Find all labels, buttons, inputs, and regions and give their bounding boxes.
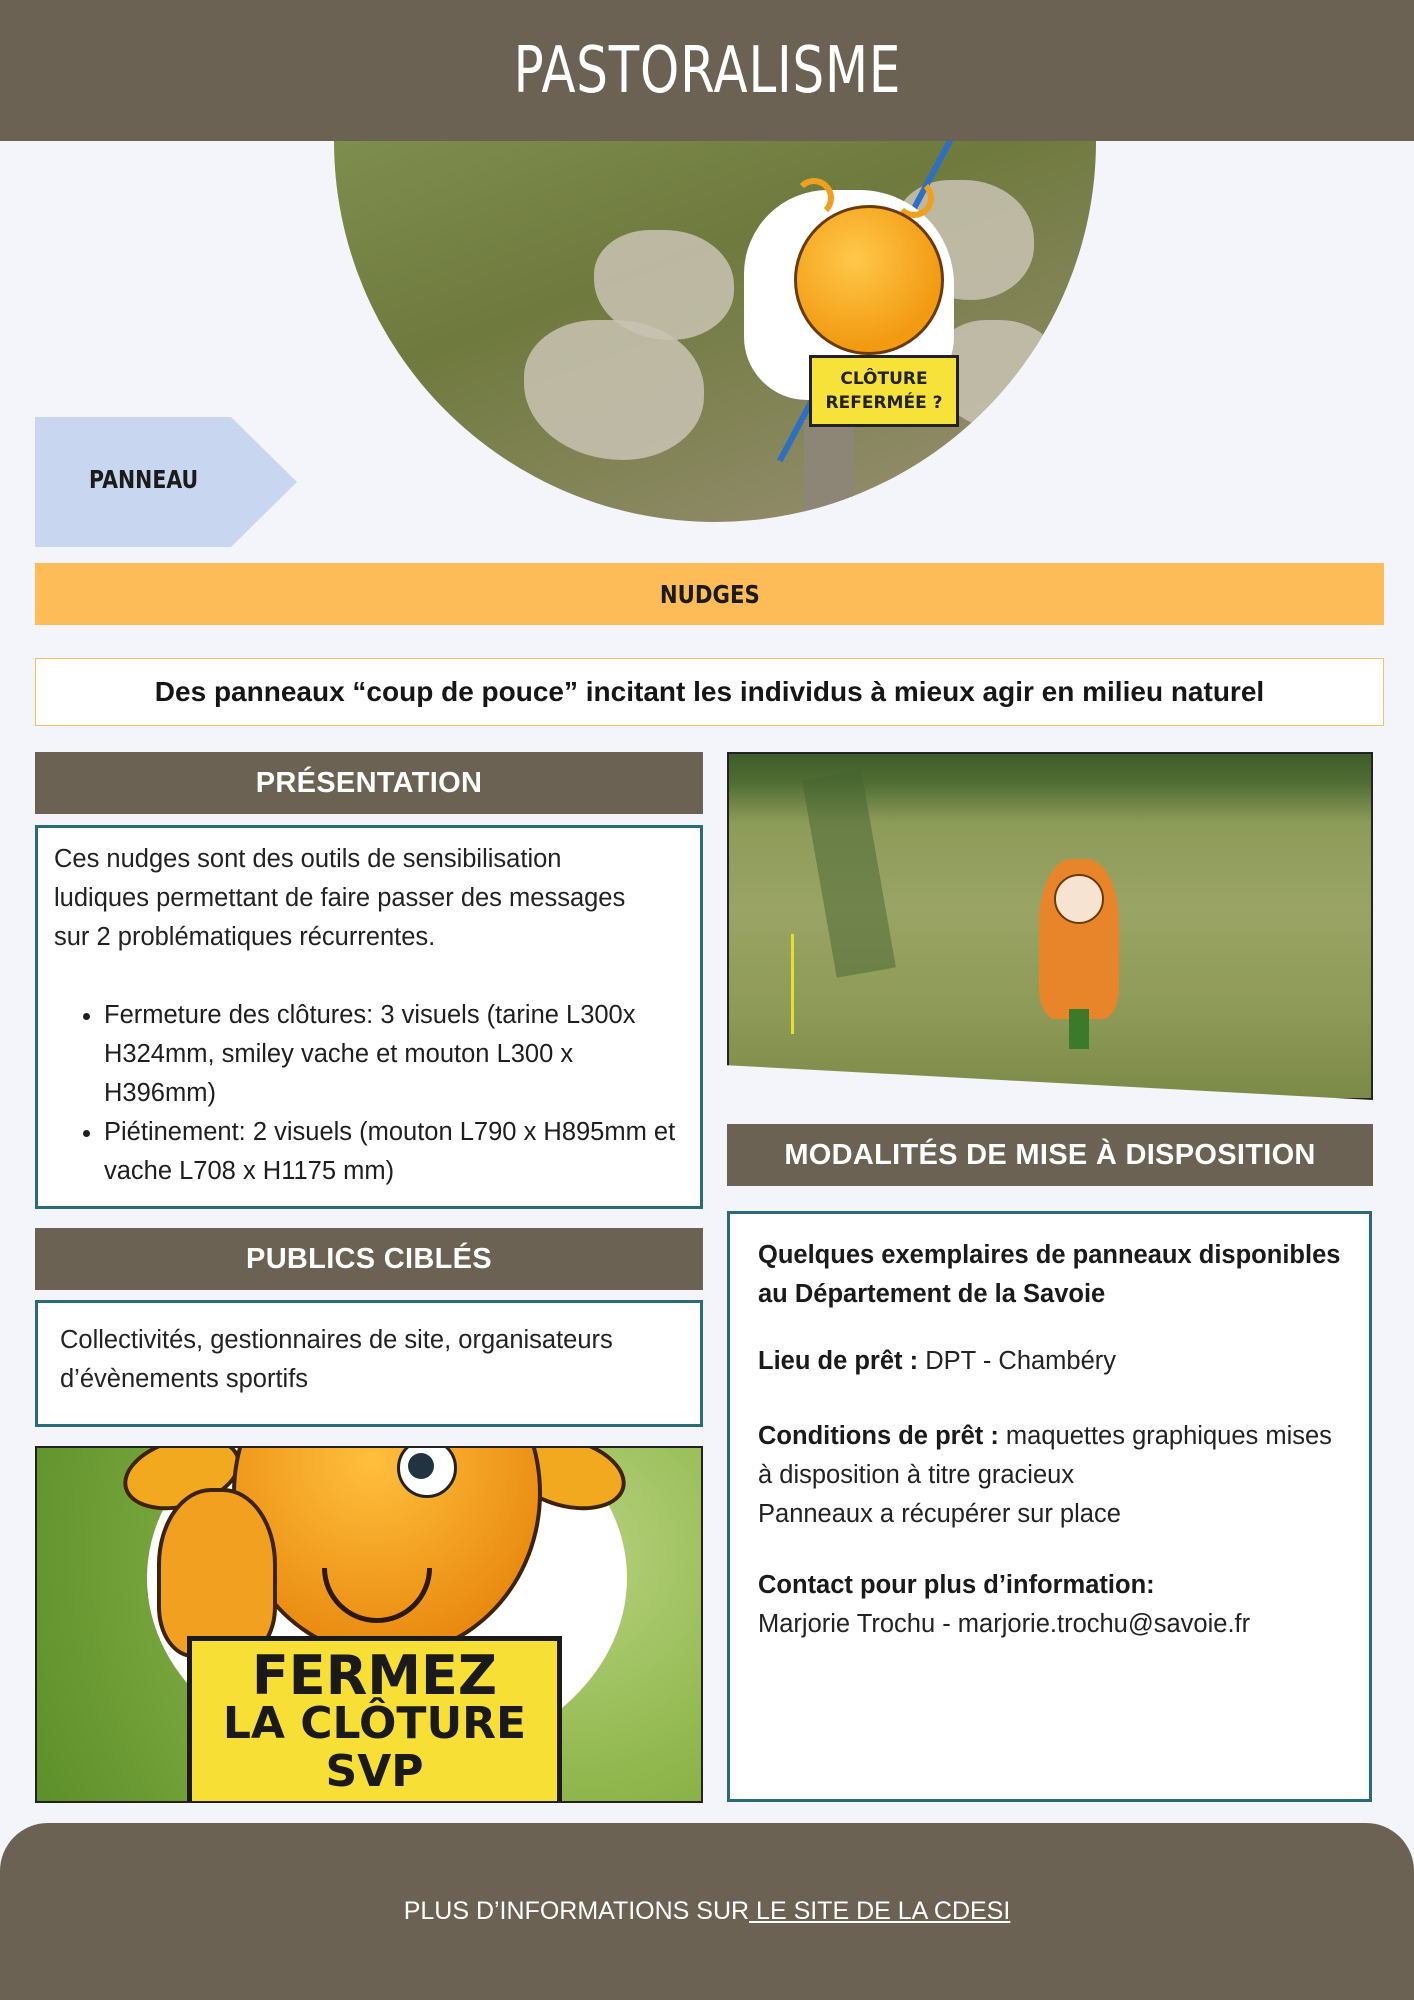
category-bar [35, 563, 1384, 625]
hero-sign [744, 160, 964, 430]
winking-smiley-icon [794, 205, 944, 355]
availability-bold: Quelques exemplaires de panneaux disponibles au Département de la Savoie [758, 1241, 1341, 1308]
grass-path [802, 770, 896, 977]
tag-label: PANNEAU [89, 465, 199, 494]
footer-text [404, 1897, 1011, 1926]
hero-sign-label [809, 355, 959, 427]
sheep-sign-photo [35, 1446, 703, 1803]
publics-title: PUBLICS CIBLÉS [246, 1242, 492, 1275]
category-label: NUDGES [659, 579, 760, 609]
conditions-line [758, 1417, 1345, 1495]
modalites-box [727, 1211, 1372, 1802]
contact-label-line [758, 1566, 1345, 1605]
conditions-label: Conditions de prêt : [758, 1422, 999, 1450]
page-title: PASTORALISME [513, 33, 901, 108]
fermez-line1: FERMEZ [251, 1643, 498, 1707]
subtitle-box [35, 658, 1384, 726]
horn-icon [794, 178, 834, 218]
availability-text [758, 1236, 1345, 1314]
conditions-extra: Panneaux a récupérer sur place [758, 1500, 1121, 1528]
cdesi-site-link[interactable]: LE SITE DE LA CDESI [749, 1897, 1011, 1925]
field-stake [791, 934, 794, 1034]
publics-box [35, 1300, 703, 1427]
thumbs-up-icon [157, 1488, 277, 1658]
presentation-list [54, 996, 686, 1191]
presentation-intro-line: sur 2 problématiques récurrentes. [54, 923, 436, 951]
cow-leg [1069, 1009, 1089, 1049]
subtitle-text: Des panneaux “coup de pouce” incitant les individus à mieux agir en milieu naturel [154, 676, 1265, 707]
cow-cutout [1039, 839, 1119, 1039]
lieu-label: Lieu de prêt : [758, 1347, 919, 1375]
page-footer [0, 1823, 1414, 2000]
cow-face-icon [1054, 874, 1104, 924]
fermez-line2: LA CLÔTURE [222, 1697, 527, 1749]
presentation-heading [35, 752, 703, 814]
modalites-title: MODALITÉS DE MISE À DISPOSITION [784, 1138, 1316, 1171]
contact-label: Contact pour plus d’information: [758, 1571, 1155, 1599]
presentation-box [35, 825, 703, 1209]
presentation-bullet: • Fermeture des clôtures: 3 visuels (tarine L300x H324mm, smiley vache et mouton L300 x H396mm) [104, 996, 686, 1113]
presentation-intro-line: ludiques permettant de faire passer des messages [54, 884, 626, 912]
hero-sign-line1: CLÔTURE [840, 369, 928, 389]
hero-rock [524, 320, 704, 460]
fermez-line3: SVP [325, 1745, 424, 1797]
conditions-value: maquettes graphiques mises à disposition à titre gracieux [758, 1422, 1332, 1489]
presentation-bullet: • Piétinement: 2 visuels (mouton L790 x H895mm et vache L708 x H1175 mm) [104, 1113, 686, 1191]
contact-value: Marjorie Trochu - marjorie.trochu@savoie.fr [758, 1610, 1251, 1638]
fermez-sign [187, 1636, 562, 1803]
publics-heading [35, 1228, 703, 1290]
page-header [0, 0, 1414, 141]
lieu-line [758, 1342, 1345, 1381]
lieu-value: DPT - Chambéry [925, 1347, 1117, 1375]
hero-sign-line2: REFERMÉE ? [825, 393, 943, 413]
cow-sign-photo [727, 752, 1373, 1100]
hero-post [804, 420, 854, 522]
footer-prefix: PLUS D’INFORMATIONS SUR [403, 1897, 750, 1925]
publics-text: Collectivités, gestionnaires de site, organisateurs d’évènements sportifs [60, 1326, 613, 1393]
presentation-intro-line: Ces nudges sont des outils de sensibilisation [54, 845, 562, 873]
panneau-tag [35, 417, 297, 547]
modalites-heading [727, 1124, 1373, 1186]
presentation-title: PRÉSENTATION [255, 766, 483, 799]
